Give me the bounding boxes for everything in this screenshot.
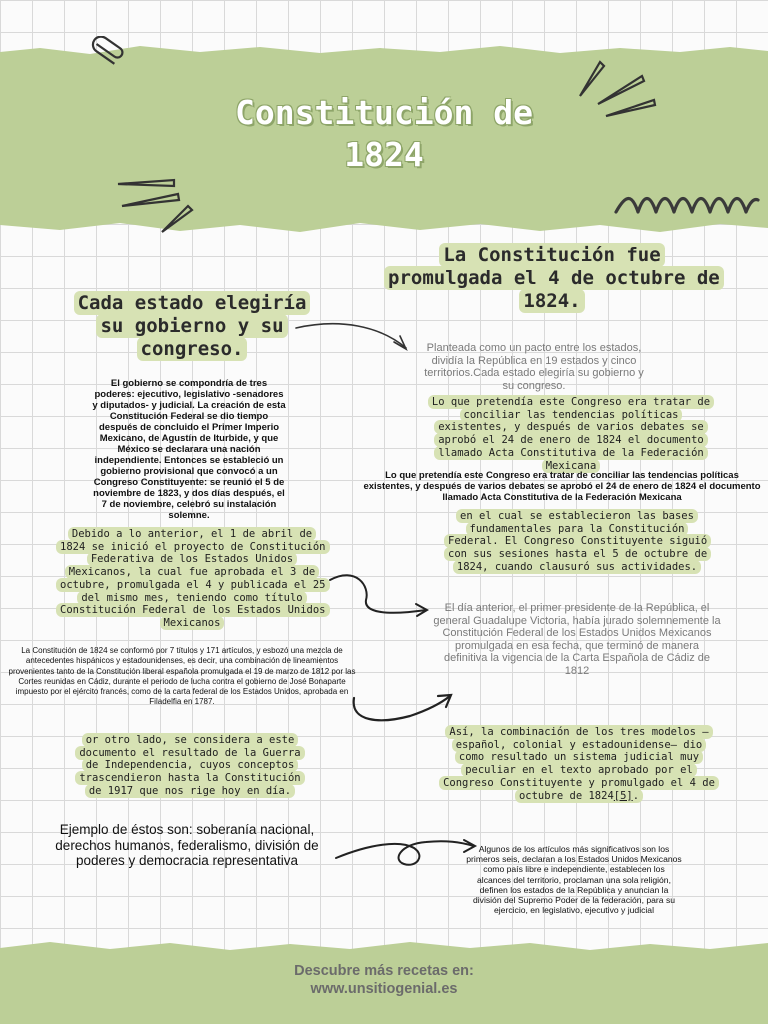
left-body-3 (36, 822, 338, 869)
left-highlight-2-text: or otro lado, se considera a este documento el resultado de la Guerra de Independencia, cuyos conceptos trascendieron hasta la Constitución de 1917 que nos rige hoy en día. (75, 733, 304, 798)
right-body-2 (360, 470, 764, 503)
title-line-1: Constitución de (234, 93, 533, 132)
right-highlight-3-text: Así, la combinación de los tres modelos —español, colonial y estadounidense— dio como resultado un sistema judicial muy peculiar en el texto aprobado por el Congreso Constituyente y promulgado el 4 de octubre de 1824 (443, 726, 715, 802)
page-title (84, 92, 684, 176)
left-highlight-1-text: Debido a lo anterior, el 1 de abril de 1824 se inició el proyecto de Constitución Federativa de los Estados Unidos Mexicanos, la cual fue aprobada el 3 de octubre, promulgada el 4 y publicada el 25 del mismo mes, teniendo como título Constitución Federal de los Estados Unidos Mexicanos (56, 527, 330, 630)
right-heading-text: La Constitución fue promulgada el 4 de octubre de 1824. (384, 243, 724, 313)
right-body-2-text: Lo que pretendía este Congreso era tratar de conciliar las tendencias políticas existentes, y después de varios debates se aprobó el 24 de enero de 1824 el documento llamado Acta Constitutiva de la Federación Mexicana (363, 470, 761, 503)
left-body-1-text: El gobierno se compondría de tres poderes: ejecutivo, legislativo -senadores y diputados- y judicial. La creación de esta Constitución Federal se dio tiempo después de concluido el Primer Imperio Mexicano, de Agustín de Iturbide, y que México se declarara una nación independiente. Entonces se estableció un gobierno provisional que convocó a un Congreso Constituyente: se reunió el 5 de noviembre de 1823, y dos días después, el 7 de noviembre, celebró su instalación solemne. (92, 378, 286, 521)
right-heading (384, 244, 720, 313)
left-body-3-text: Ejemplo de éstos son: soberanía nacional, derechos humanos, federalismo, división de poderes y democracia representativa (55, 822, 319, 868)
left-highlight-1 (56, 528, 328, 630)
right-body-1 (420, 342, 648, 392)
footer-line-1: Descubre más recetas en: (294, 963, 474, 979)
arrow-icon (326, 568, 436, 624)
left-heading-text: Cada estado elegiría su gobierno y su congreso. (74, 291, 311, 361)
loop-arrow-icon (340, 682, 460, 734)
left-body-2 (8, 646, 356, 708)
burst-lines-icon (112, 172, 202, 242)
right-highlight-2-text: en el cual se establecieron las bases fundamentales para la Constitución Federal. El Congreso Constituyente siguió con sus sesiones hasta el 5 de octubre de 1824, cuando clausuró sus actividades. (444, 509, 711, 574)
arrow-icon (290, 318, 420, 362)
title-line-2: 1824 (344, 135, 424, 174)
footnote-period: . (632, 789, 640, 802)
right-body-4 (466, 844, 682, 915)
footnote-link[interactable]: [5] (613, 789, 633, 802)
footer-website-link[interactable]: www.unsitiogenial.es (310, 981, 458, 997)
right-highlight-2 (444, 510, 710, 574)
right-body-3 (432, 602, 722, 677)
left-highlight-2 (68, 734, 312, 798)
left-body-2-text: La Constitución de 1824 se conformó por 7 títulos y 171 artículos, y esbozó una mezcla de antecedentes hispánicos y estadounidenses, es decir, una combinación de lineamientos provenientes tanto de la Constitución liberal española promulgada el 19 de marzo de 1812 por las Cortes reunidas en Cádiz, durante el periodo de lucha contra el gobierno de José Bonaparte impuesto por el ejército francés, como de la carta federal de los Estados Unidos, aprobada en Filadelfia en 1787. (8, 646, 356, 707)
right-body-1-text: Planteada como un pacto entre los estados, dividía la República en 19 estados y cinco territorios.Cada estado elegiría su gobierno y su congreso. (424, 342, 644, 392)
footer (160, 962, 608, 998)
paperclip-icon (88, 36, 128, 72)
right-body-4-text: Algunos de los artículos más significativos son los primeros seis, declaran a los Estados Unidos Mexicanos como país libre e independiente, establecen los alcances del territorio, proclaman una sola religión, definen los estados de la República y anuncian la división del Supremo Poder de la federación, para su ejercicio, en legislativo, ejecutivo y judicial (466, 844, 682, 916)
loop-arrow-icon (330, 832, 480, 880)
left-heading (66, 292, 318, 361)
right-highlight-1-text: Lo que pretendía este Congreso era tratar de conciliar las tendencias políticas existentes, y después de varios debates se aprobó el 24 de enero de 1824 el documento llamado Acta Constitutiva de la Federación Mexicana (428, 395, 714, 473)
right-highlight-1 (426, 396, 716, 472)
left-body-1 (92, 378, 286, 521)
zigzag-icon (612, 186, 762, 230)
right-highlight-3 (438, 726, 720, 802)
right-body-3-text: El día anterior, el primer presidente de la República, el general Guadalupe Victoria, había jurado solemnemente la Constitución Federal de los Estados Unidos Mexicanos promulgada en esa fecha, que terminó de manera definitiva la vigencia de la Carta Española de Cádiz de 1812 (433, 602, 721, 677)
